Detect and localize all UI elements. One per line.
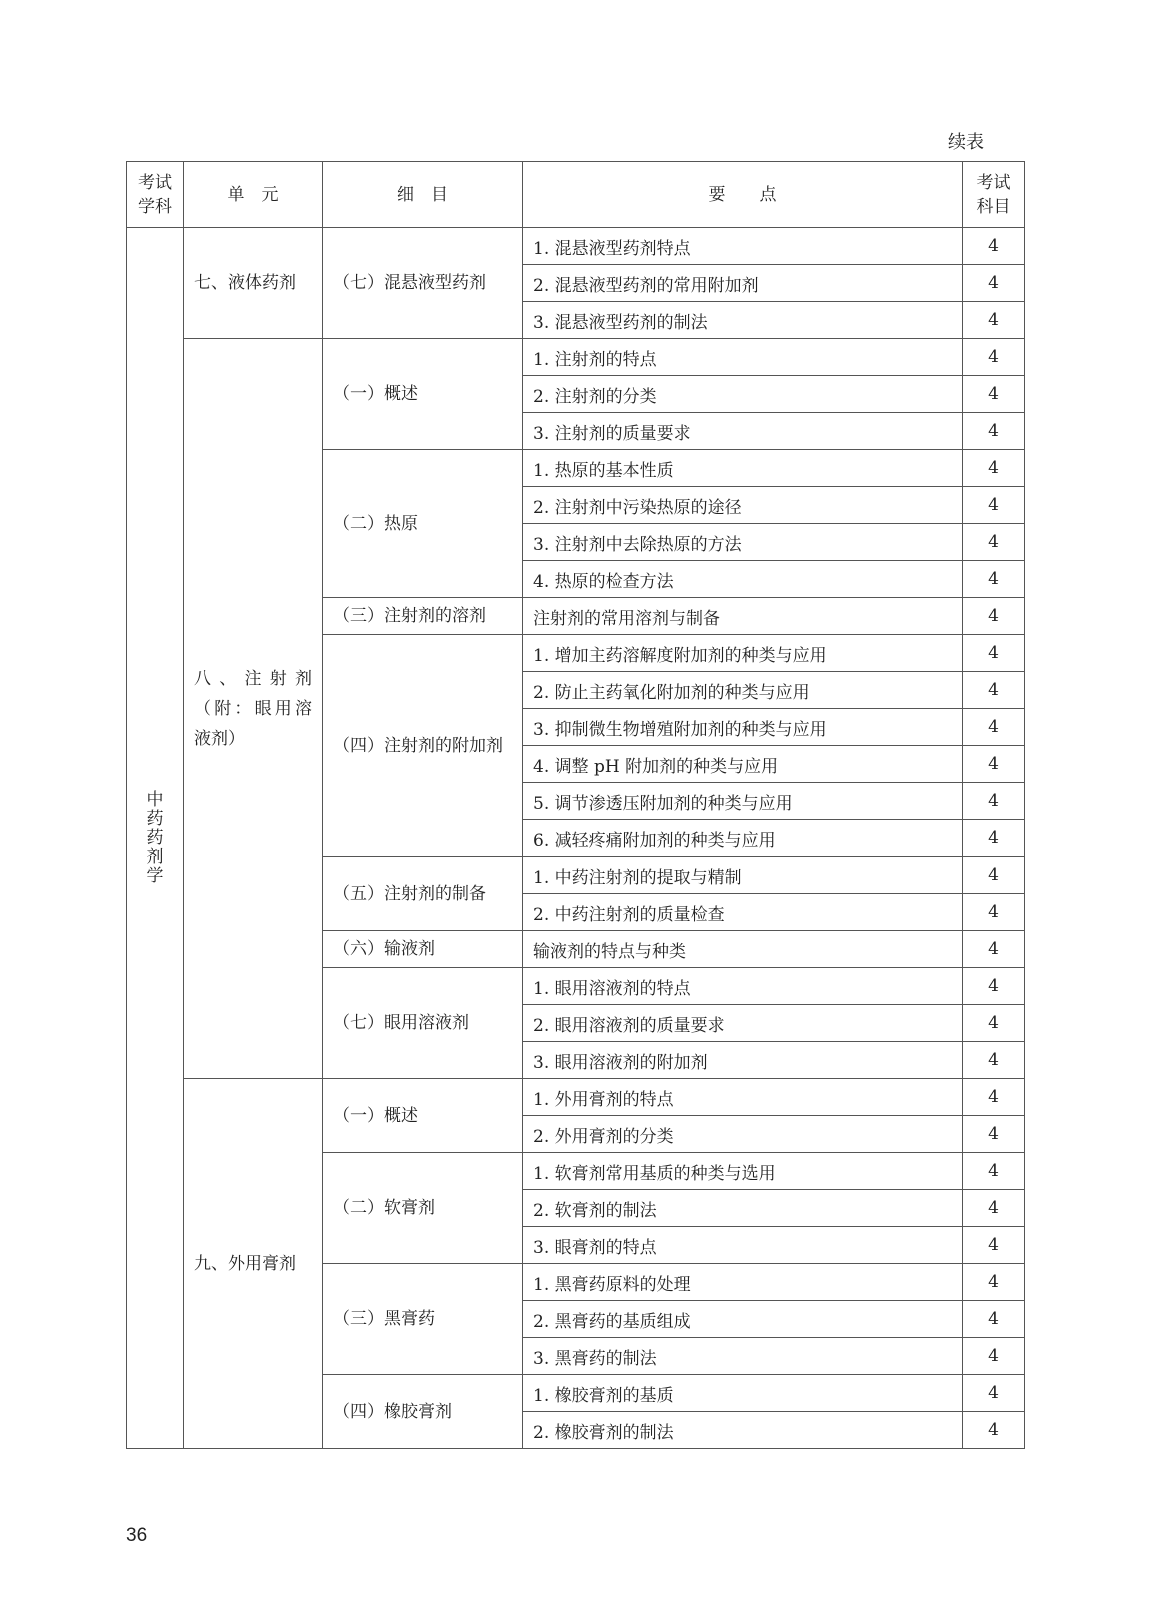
- header-item: 细 目: [323, 162, 523, 228]
- table-row: [127, 339, 1025, 376]
- point-cell: 2. 外用膏剂的分类: [523, 1116, 963, 1153]
- point-cell: 3. 注射剂的质量要求: [523, 413, 963, 450]
- point-cell: 1. 热原的基本性质: [523, 450, 963, 487]
- score-cell: 4: [963, 1412, 1025, 1449]
- score-cell: 4: [963, 1153, 1025, 1190]
- score-cell: 4: [963, 968, 1025, 1005]
- point-cell: 1. 眼用溶液剂的特点: [523, 968, 963, 1005]
- score-cell: 4: [963, 1116, 1025, 1153]
- point-cell: 1. 中药注射剂的提取与精制: [523, 857, 963, 894]
- score-cell: 4: [963, 1301, 1025, 1338]
- header-point: 要 点: [523, 162, 963, 228]
- point-cell: 2. 软膏剂的制法: [523, 1190, 963, 1227]
- item-cell: （四）注射剂的附加剂: [323, 635, 523, 857]
- item-cell: （三）黑膏药: [323, 1264, 523, 1375]
- point-cell: 1. 橡胶膏剂的基质: [523, 1375, 963, 1412]
- subject-cell: 中药药剂学: [127, 228, 184, 1449]
- item-cell: （六）输液剂: [323, 931, 523, 968]
- table-header: [127, 162, 1025, 228]
- score-cell: 4: [963, 857, 1025, 894]
- item-cell: （五）注射剂的制备: [323, 857, 523, 931]
- score-cell: 4: [963, 1079, 1025, 1116]
- score-cell: 4: [963, 450, 1025, 487]
- score-cell: 4: [963, 1264, 1025, 1301]
- point-cell: 6. 减轻疼痛附加剂的种类与应用: [523, 820, 963, 857]
- score-cell: 4: [963, 376, 1025, 413]
- score-cell: 4: [963, 487, 1025, 524]
- point-cell: 3. 注射剂中去除热原的方法: [523, 524, 963, 561]
- score-cell: 4: [963, 1338, 1025, 1375]
- score-cell: 4: [963, 413, 1025, 450]
- point-cell: 3. 眼用溶液剂的附加剂: [523, 1042, 963, 1079]
- item-cell: （四）橡胶膏剂: [323, 1375, 523, 1449]
- item-cell: （七）混悬液型药剂: [323, 228, 523, 339]
- point-cell: 1. 增加主药溶解度附加剂的种类与应用: [523, 635, 963, 672]
- point-cell: 2. 混悬液型药剂的常用附加剂: [523, 265, 963, 302]
- unit-cell: 九、外用膏剂: [184, 1079, 323, 1449]
- table-row: [127, 228, 1025, 265]
- score-cell: 4: [963, 783, 1025, 820]
- score-cell: 4: [963, 894, 1025, 931]
- header-row: [127, 162, 1025, 228]
- item-cell: （二）热原: [323, 450, 523, 598]
- point-cell: 2. 中药注射剂的质量检查: [523, 894, 963, 931]
- score-cell: 4: [963, 931, 1025, 968]
- point-cell: 1. 外用膏剂的特点: [523, 1079, 963, 1116]
- header-score: 考试科目: [963, 162, 1025, 228]
- point-cell: 2. 黑膏药的基质组成: [523, 1301, 963, 1338]
- point-cell: 3. 眼膏剂的特点: [523, 1227, 963, 1264]
- header-unit: 单 元: [184, 162, 323, 228]
- item-cell: （七）眼用溶液剂: [323, 968, 523, 1079]
- score-cell: 4: [963, 820, 1025, 857]
- continued-label: 续表: [948, 132, 984, 153]
- point-cell: 1. 黑膏药原料的处理: [523, 1264, 963, 1301]
- point-cell: 1. 注射剂的特点: [523, 339, 963, 376]
- item-cell: （三）注射剂的溶剂: [323, 598, 523, 635]
- point-cell: 2. 注射剂中污染热原的途径: [523, 487, 963, 524]
- unit-cell: 八、注射剂（附：眼用溶液剂）: [184, 339, 323, 1079]
- header-subject: 考试学科: [127, 162, 184, 228]
- score-cell: 4: [963, 265, 1025, 302]
- table-body: [127, 228, 1025, 1449]
- point-cell: 2. 防止主药氧化附加剂的种类与应用: [523, 672, 963, 709]
- score-cell: 4: [963, 1042, 1025, 1079]
- point-cell: 1. 软膏剂常用基质的种类与选用: [523, 1153, 963, 1190]
- point-cell: 3. 混悬液型药剂的制法: [523, 302, 963, 339]
- unit-cell: 七、液体药剂: [184, 228, 323, 339]
- score-cell: 4: [963, 1227, 1025, 1264]
- table-row: [127, 1079, 1025, 1116]
- score-cell: 4: [963, 709, 1025, 746]
- score-cell: 4: [963, 598, 1025, 635]
- point-cell: 2. 橡胶膏剂的制法: [523, 1412, 963, 1449]
- score-cell: 4: [963, 339, 1025, 376]
- score-cell: 4: [963, 746, 1025, 783]
- point-cell: 2. 眼用溶液剂的质量要求: [523, 1005, 963, 1042]
- syllabus-table: [126, 161, 1025, 1449]
- point-cell: 注射剂的常用溶剂与制备: [523, 598, 963, 635]
- score-cell: 4: [963, 1005, 1025, 1042]
- point-cell: 2. 注射剂的分类: [523, 376, 963, 413]
- point-cell: 4. 调整 pH 附加剂的种类与应用: [523, 746, 963, 783]
- item-cell: （一）概述: [323, 1079, 523, 1153]
- item-cell: （二）软膏剂: [323, 1153, 523, 1264]
- page-number: 36: [126, 1525, 148, 1546]
- score-cell: 4: [963, 228, 1025, 265]
- score-cell: 4: [963, 524, 1025, 561]
- score-cell: 4: [963, 635, 1025, 672]
- point-cell: 1. 混悬液型药剂特点: [523, 228, 963, 265]
- point-cell: 5. 调节渗透压附加剂的种类与应用: [523, 783, 963, 820]
- point-cell: 4. 热原的检查方法: [523, 561, 963, 598]
- score-cell: 4: [963, 302, 1025, 339]
- score-cell: 4: [963, 672, 1025, 709]
- score-cell: 4: [963, 1190, 1025, 1227]
- point-cell: 输液剂的特点与种类: [523, 931, 963, 968]
- point-cell: 3. 抑制微生物增殖附加剂的种类与应用: [523, 709, 963, 746]
- score-cell: 4: [963, 1375, 1025, 1412]
- point-cell: 3. 黑膏药的制法: [523, 1338, 963, 1375]
- score-cell: 4: [963, 561, 1025, 598]
- item-cell: （一）概述: [323, 339, 523, 450]
